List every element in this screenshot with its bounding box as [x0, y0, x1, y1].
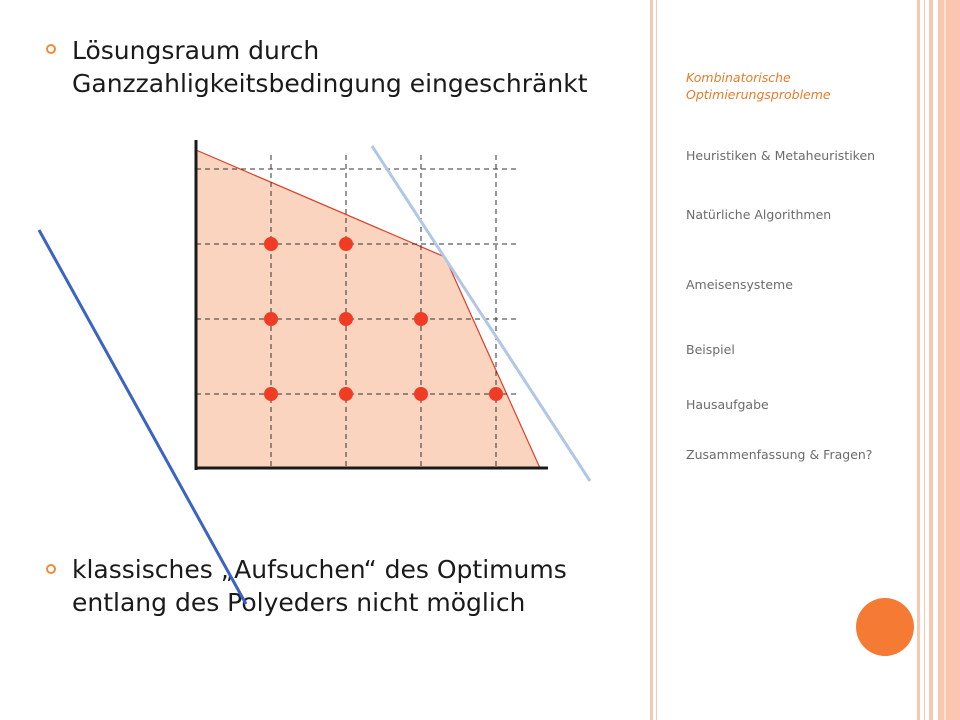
sidebar-stripe-7 — [944, 0, 946, 720]
sidebar-stripe-1 — [650, 0, 653, 720]
integer-point-2 — [339, 237, 353, 251]
bullet-text-1: Lösungsraum durch Ganzzahligkeitsbedingung eingeschränkt — [72, 36, 588, 98]
sidebar-stripe-4 — [924, 0, 925, 720]
integer-point-5 — [414, 312, 428, 326]
integer-point-3 — [264, 312, 278, 326]
sidebar-stripe-6 — [938, 0, 960, 720]
nav-item-beispiel[interactable]: Beispiel — [686, 342, 735, 357]
bullet-text-2: klassisches „Aufsuchen“ des Optimums entlang des Polyeders nicht möglich — [72, 555, 567, 617]
integer-point-4 — [339, 312, 353, 326]
sidebar-stripe-2 — [656, 0, 657, 720]
integer-point-9 — [489, 387, 503, 401]
integer-point-8 — [414, 387, 428, 401]
feasible-region-polygon — [196, 150, 540, 468]
nav-item-hausaufgabe[interactable]: Hausaufgabe — [686, 397, 769, 412]
nav-item-natuerliche-algorithmen[interactable]: Natürliche Algorithmen — [686, 207, 832, 222]
orange-circle-decoration — [856, 598, 914, 656]
nav-item-heuristiken[interactable]: Heuristiken & Metaheuristiken — [686, 148, 876, 163]
nav-item-zusammenfassung[interactable]: Zusammenfassung & Fragen? — [686, 447, 873, 462]
integer-point-6 — [264, 387, 278, 401]
integer-point-1 — [264, 237, 278, 251]
sidebar-stripe-5 — [929, 0, 933, 720]
sidebar-stripe-3 — [917, 0, 920, 720]
nav-item-kombinatorische-optimierungsprobleme[interactable]: Kombinatorische Optimierungsprobleme — [686, 70, 831, 102]
integer-point-7 — [339, 387, 353, 401]
nav-item-ameisensysteme[interactable]: Ameisensysteme — [686, 277, 793, 292]
